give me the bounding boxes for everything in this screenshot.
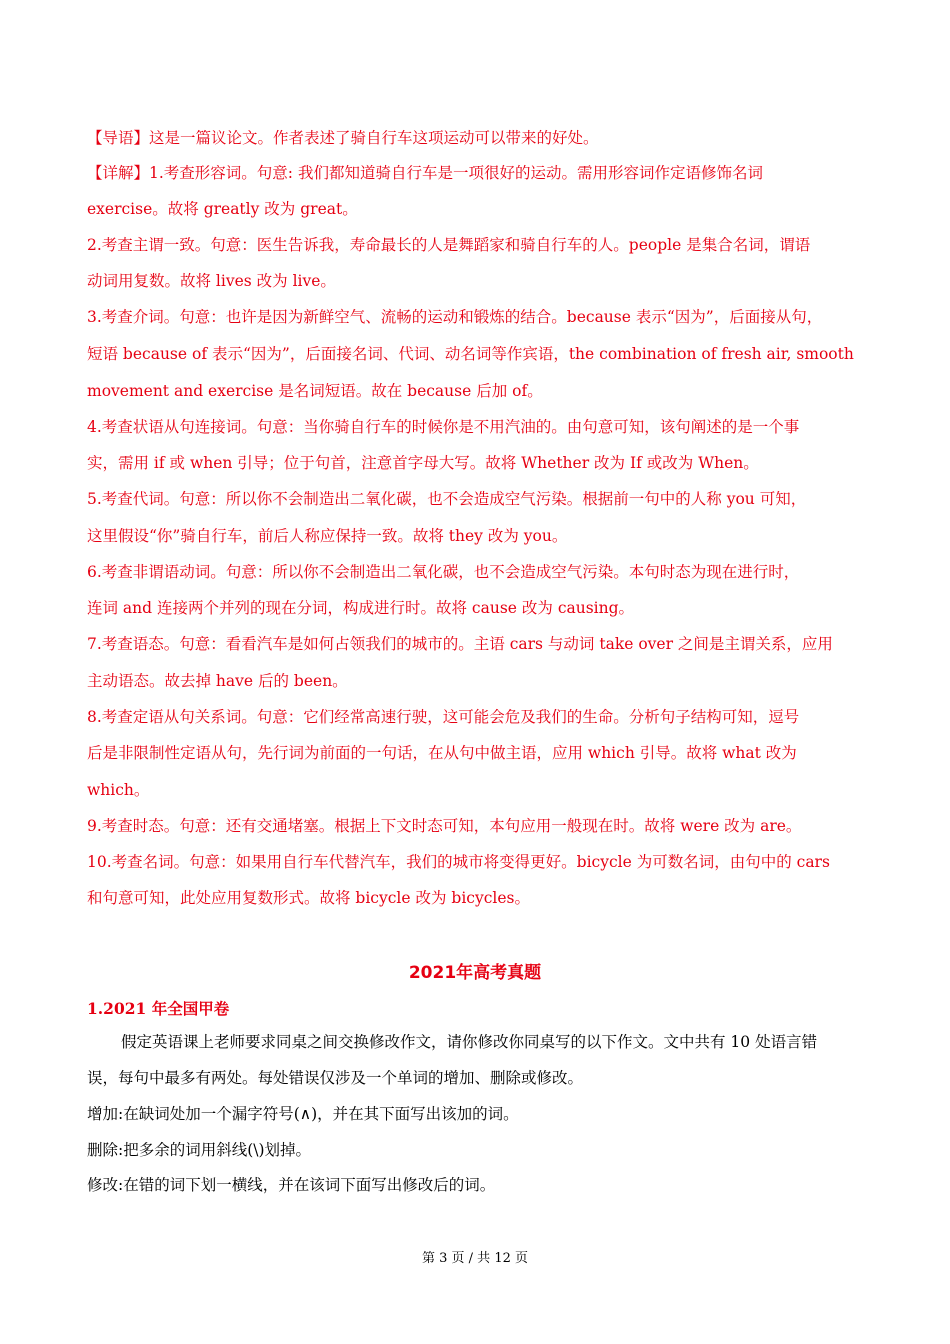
explanation-line: 3.考查介词。句意：也许是因为新鲜空气、流畅的运动和锻炼的结合。because 表示“因为”，后面接从句， — [87, 308, 823, 326]
explanation-line: 【详解】1.考查形容词。句意: 我们都知道骑自行车是一项很好的运动。需用形容词作定语修饰名词 — [87, 164, 763, 182]
explanation-line: 和句意可知，此处应用复数形式。故将 bicycle 改为 bicycles。 — [87, 889, 530, 907]
page-number: 第 3 页 / 共 12 页 — [422, 1251, 528, 1266]
explanation-line: 5.考查代词。句意：所以你不会制造出二氧化碳，也不会造成空气污染。根据前一句中的人称 you 可知， — [87, 490, 807, 508]
explanation-line: 9.考查时态。句意：还有交通堵塞。根据上下文时态可知，本句应用一般现在时。故将 were 改为 are。 — [87, 817, 802, 835]
instruction-line: 误，每句中最多有两处。每处错误仅涉及一个单词的增加、删除或修改。 — [87, 1069, 584, 1087]
explanation-line: 主动语态。故去掉 have 后的 been。 — [87, 672, 348, 690]
exam-subtitle: 1.2021 年全国甲卷 — [87, 999, 230, 1018]
explanation-line: 这里假设“你”骑自行车，前后人称应保持一致。故将 they 改为 you。 — [87, 527, 568, 545]
explanation-line: 后是非限制性定语从句，先行词为前面的一句话，在从句中做主语，应用 which 引导。故将 what 改为 — [87, 744, 797, 762]
explanation-line: exercise。故将 greatly 改为 great。 — [87, 200, 358, 218]
explanation-line: 7.考查语态。句意：看看汽车是如何占领我们的城市的。主语 cars 与动词 take over 之间是主谓关系，应用 — [87, 635, 833, 653]
explanation-line: 动词用复数。故将 lives 改为 live。 — [87, 272, 336, 290]
explanation-line: 短语 because of 表示“因为”，后面接名词、代词、动名词等作宾语，the combination of fresh air, smooth — [87, 345, 854, 363]
explanation-line: 8.考查定语从句关系词。句意：它们经常高速行驶，这可能会危及我们的生命。分析句子结构可知，逗号 — [87, 708, 800, 726]
explanation-line: 6.考查非谓语动词。句意：所以你不会制造出二氧化碳，也不会造成空气污染。本句时态为现在进行时， — [87, 563, 800, 581]
explanation-line: movement and exercise 是名词短语。故在 because 后加 of。 — [87, 382, 543, 400]
instruction-line: 删除:把多余的词用斜线(\)划掉。 — [87, 1141, 312, 1159]
section-heading: 2021年高考真题 — [408, 963, 542, 983]
explanation-line: 4.考查状语从句连接词。句意：当你骑自行车的时候你是不用汽油的。由句意可知，该句阐述的是一个事 — [87, 418, 800, 436]
explanation-line: 10.考查名词。句意：如果用自行车代替汽车，我们的城市将变得更好。bicycle 为可数名词，由句中的 cars — [87, 853, 830, 871]
explanation-line: 实，需用 if 或 when 引导；位于句首，注意首字母大写。故将 Whether 改为 If 或改为 When。 — [87, 454, 759, 472]
instruction-line: 修改:在错的词下划一横线，并在该词下面写出修改后的词。 — [87, 1176, 496, 1194]
instruction-line: 增加:在缺词处加一个漏字符号(∧)，并在其下面写出该加的词。 — [87, 1105, 519, 1123]
lead-paragraph: 【导语】这是一篇议论文。作者表述了骑自行车这项运动可以带来的好处。 — [87, 129, 599, 147]
explanation-line: which。 — [87, 781, 150, 799]
explanation-line: 连词 and 连接两个并列的现在分词，构成进行时。故将 cause 改为 causing。 — [87, 599, 635, 617]
instruction-line: 假定英语课上老师要求同桌之间交换修改作文，请你修改你同桌写的以下作文。文中共有 10 处语言错 — [121, 1033, 818, 1051]
explanation-line: 2.考查主谓一致。句意：医生告诉我，寿命最长的人是舞蹈家和骑自行车的人。people 是集合名词，谓语 — [87, 236, 811, 254]
